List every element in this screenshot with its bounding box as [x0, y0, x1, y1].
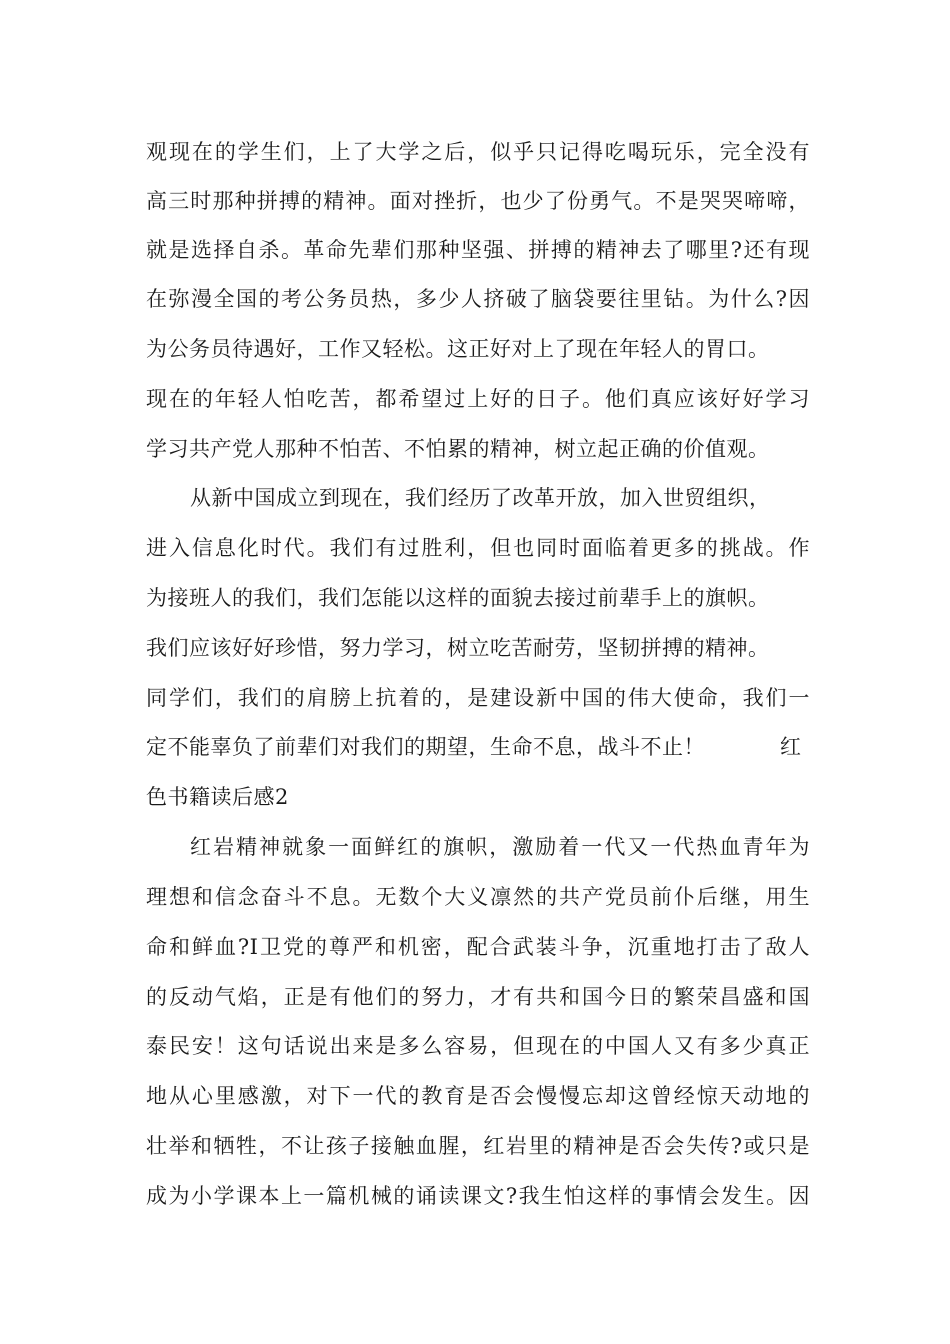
- paragraph-1-line-4: 在弥漫全国的考公务员热，多少人挤破了脑袋要往里钻。为什么?因: [146, 287, 810, 311]
- section-heading-start: 红: [780, 735, 801, 759]
- paragraph-3-line-6: 地从心里感激，对下一代的教育是否会慢慢忘却这曾经惊天动地的: [146, 1084, 810, 1108]
- paragraph-1-line-1: 观现在的学生们，上了大学之后，似乎只记得吃喝玩乐，完全没有: [146, 140, 810, 164]
- paragraph-3-line-2: 理想和信念奋斗不息。无数个大义凛然的共产党员前仆后继，用生: [146, 885, 810, 909]
- paragraph-2-line-2: 进入信息化时代。我们有过胜利，但也同时面临着更多的挑战。作: [146, 536, 810, 560]
- paragraph-1-line-3: 就是选择自杀。革命先辈们那种坚强、拼搏的精神去了哪里?还有现: [146, 238, 810, 262]
- paragraph-3-line-4: 的反动气焰，正是有他们的努力，才有共和国今日的繁荣昌盛和国: [146, 985, 810, 1009]
- paragraph-3-line-5: 泰民安！这句话说出来是多么容易，但现在的中国人又有多少真正: [146, 1034, 810, 1058]
- paragraph-1-line-2: 高三时那种拼搏的精神。面对挫折，也少了份勇气。不是哭哭啼啼，: [146, 189, 810, 213]
- paragraph-2-line-3: 为接班人的我们，我们怎能以这样的面貌去接过前辈手上的旗帜。: [146, 586, 770, 610]
- paragraph-1-line-7: 学习共产党人那种不怕苦、不怕累的精神，树立起正确的价值观。: [146, 437, 770, 461]
- paragraph-3-line-8: 成为小学课本上一篇机械的诵读课文?我生怕这样的事情会发生。因: [146, 1184, 810, 1208]
- section-heading: 色书籍读后感2: [146, 785, 289, 809]
- paragraph-3-line-7: 壮举和牺牲，不让孩子接触血腥，红岩里的精神是否会失传?或只是: [146, 1134, 810, 1158]
- paragraph-2-line-5: 同学们，我们的肩膀上抗着的，是建设新中国的伟大使命，我们一: [146, 686, 810, 710]
- paragraph-2-line-6: 定不能辜负了前辈们对我们的期望，生命不息，战斗不止！: [146, 735, 705, 759]
- paragraph-2-line-4: 我们应该好好珍惜，努力学习，树立吃苦耐劳，坚韧拼搏的精神。: [146, 636, 770, 660]
- paragraph-2-line-1: 从新中国成立到现在，我们经历了改革开放，加入世贸组织，: [190, 486, 771, 510]
- paragraph-1-line-6: 现在的年轻人怕吃苦，都希望过上好的日子。他们真应该好好学习: [146, 387, 810, 411]
- paragraph-3-line-1: 红岩精神就象一面鲜红的旗帜，激励着一代又一代热血青年为: [190, 835, 810, 859]
- paragraph-3-line-3: 命和鲜血?I卫党的尊严和机密，配合武装斗争，沉重地打击了敌人: [146, 935, 810, 959]
- paragraph-1-line-5: 为公务员待遇好，工作又轻松。这正好对上了现在年轻人的胃口。: [146, 337, 770, 361]
